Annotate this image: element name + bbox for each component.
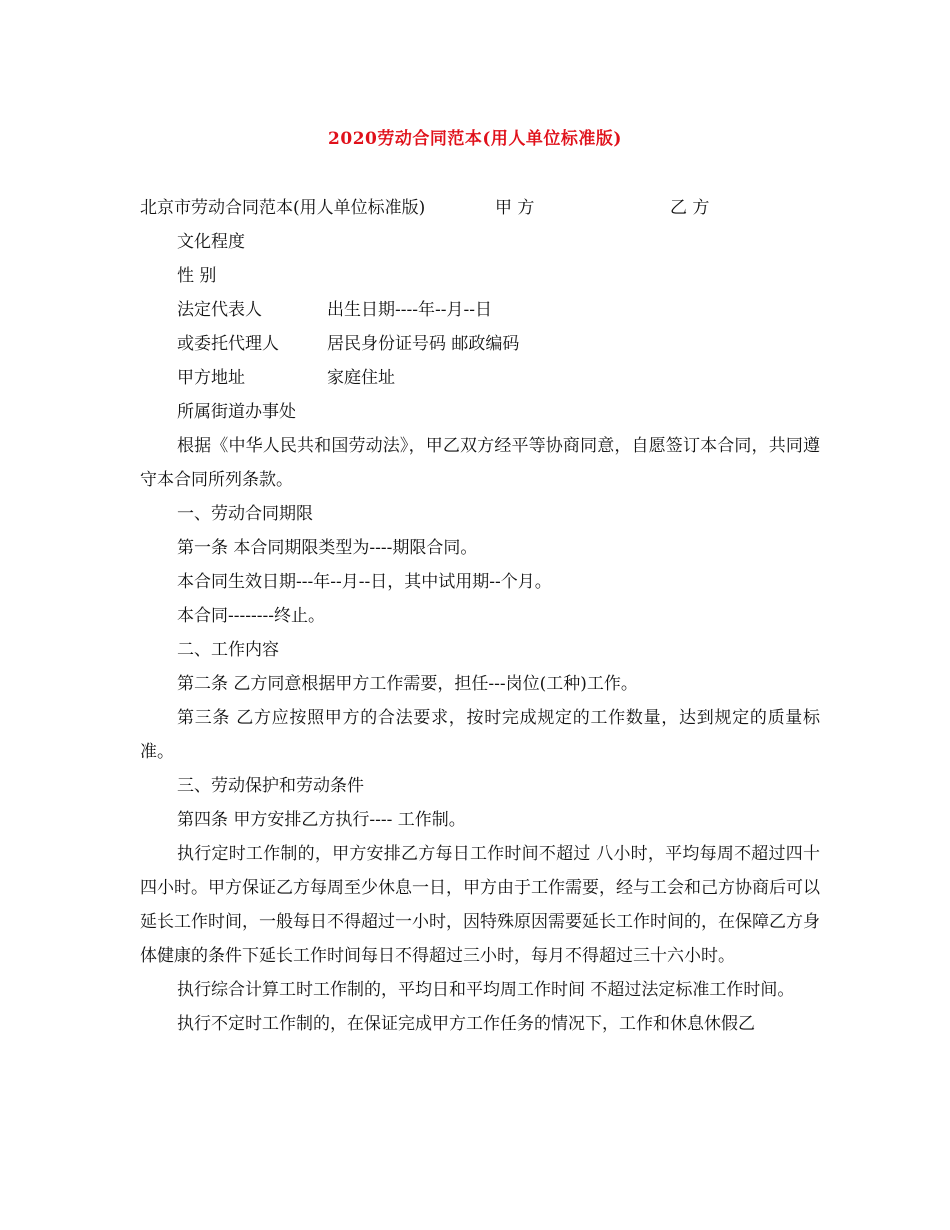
field-birth-date: 出生日期----年--月--日	[327, 300, 492, 320]
flexible-hours-paragraph: 执行不定时工作制的，在保证完成甲方工作任务的情况下，工作和休息休假乙	[177, 1014, 755, 1034]
field-legal-rep: 法定代表人	[177, 300, 262, 320]
field-row-address	[140, 361, 820, 395]
article-1-termination: 本合同--------终止。	[177, 606, 325, 626]
contract-heading: 北京市劳动合同范本(用人单位标准版)	[140, 198, 426, 218]
field-row-legal-rep	[140, 293, 820, 327]
fixed-hours-paragraph: 执行定时工作制的，甲方安排乙方每日工作时间不超过 八小时，平均每周不超过四十四小时。甲方保证乙方每周至少休息一日，甲方由于工作需要，经与工会和己方协商后可以延长工作时间，一般每日不得超过一小时，因特殊原因需要延长工作时间的，在保障乙方身体健康的条件下延长工作时间每日不得超过三小时，每月不得超过三十六小时。	[140, 844, 820, 966]
field-row-agent	[140, 327, 820, 361]
preamble-paragraph: 根据《中华人民共和国劳动法》，甲乙双方经平等协商同意，自愿签订本合同，共同遵守本合同所列条款。	[140, 436, 820, 490]
article-3: 第三条 乙方应按照甲方的合法要求，按时完成规定的工作数量，达到规定的质量标准。	[140, 708, 820, 762]
article-2: 第二条 乙方同意根据甲方工作需要，担任---岗位(工种)工作。	[177, 674, 638, 694]
document-title: 2020劳动合同范本(用人单位标准版)	[328, 129, 622, 149]
comprehensive-hours-paragraph: 执行综合计算工时工作制的，平均日和平均周工作时间 不超过法定标准工作时间。	[177, 980, 795, 1000]
field-street-office: 所属街道办事处	[177, 402, 296, 422]
document-body	[140, 191, 820, 1041]
field-agent: 或委托代理人	[177, 334, 279, 354]
parties-header	[140, 191, 820, 225]
section-heading-labor-protection: 三、劳动保护和劳动条件	[177, 776, 364, 796]
party-b-label: 乙 方	[670, 198, 710, 218]
field-gender: 性 别	[177, 266, 217, 286]
article-1: 第一条 本合同期限类型为----期限合同。	[177, 538, 478, 558]
section-heading-work-content: 二、工作内容	[177, 640, 279, 660]
party-a-label: 甲 方	[495, 198, 535, 218]
field-home-address: 家庭住址	[327, 368, 395, 388]
field-address-a: 甲方地址	[177, 368, 245, 388]
article-1-effective-date: 本合同生效日期---年--月--日，其中试用期--个月。	[177, 572, 552, 592]
field-id-postcode: 居民身份证号码 邮政编码	[327, 334, 520, 354]
article-4: 第四条 甲方安排乙方执行---- 工作制。	[177, 810, 466, 830]
field-education: 文化程度	[177, 232, 245, 252]
section-heading-term: 一、劳动合同期限	[177, 504, 313, 524]
